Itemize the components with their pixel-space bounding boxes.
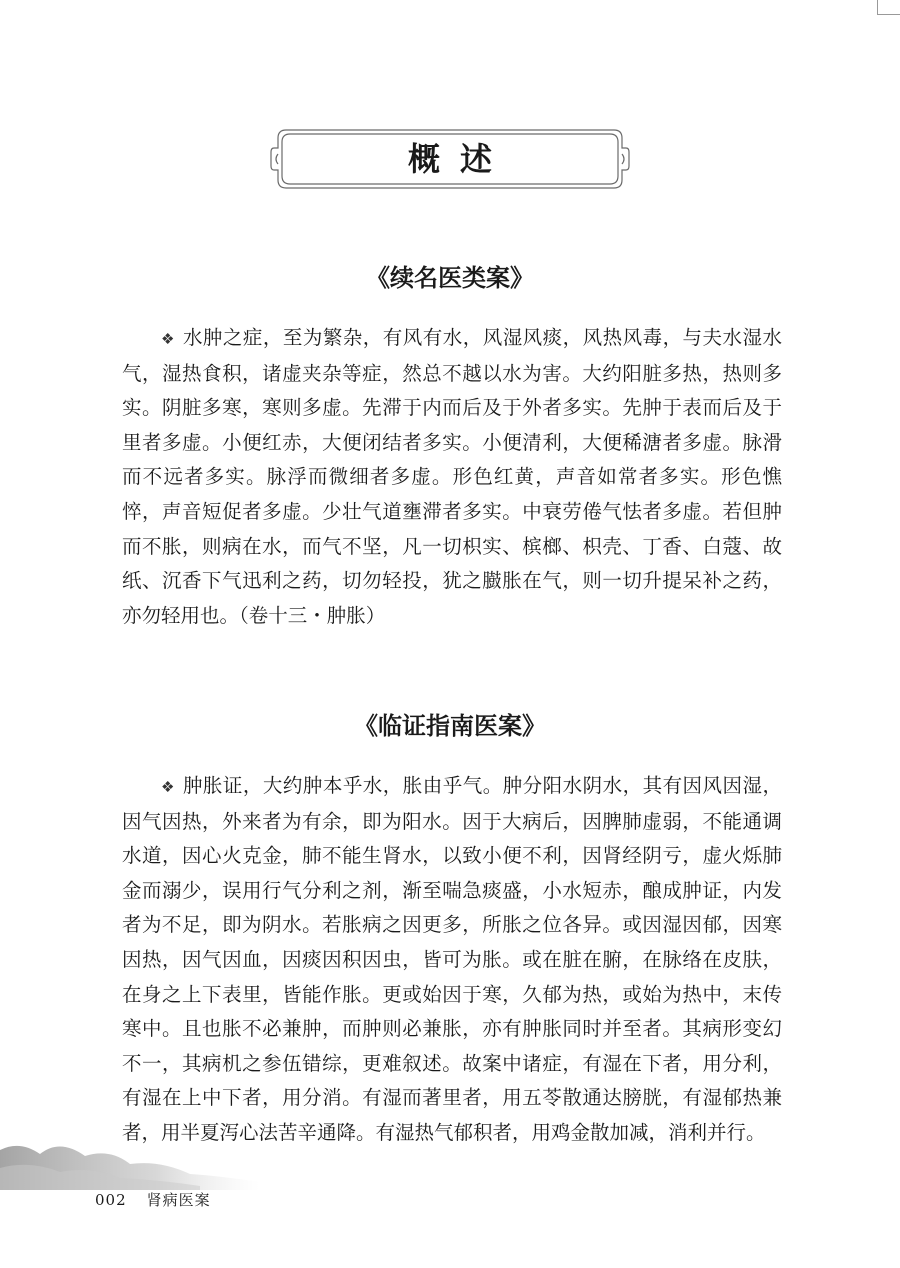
crop-mark xyxy=(877,0,900,15)
diamond-cluster-icon: ❖ xyxy=(161,778,175,796)
book-title: 肾病医案 xyxy=(146,1191,211,1209)
page-footer xyxy=(95,1189,211,1210)
section-title-1: 《续名医类案》 xyxy=(366,263,534,292)
section-title-2: 《临证指南医案》 xyxy=(354,711,546,740)
title-frame xyxy=(270,128,630,190)
mountain-ink-decoration xyxy=(0,1120,260,1190)
paragraph-1 xyxy=(122,321,782,633)
paragraph-1-text: 水肿之症，至为繁杂，有风有水，风湿风痰，风热风毒，与夫水湿水气，湿热食积，诸虚夹杂等症，然总不越以水为害。大约阳脏多热，热则多实。阴脏多寒，寒则多虚。先滞于内而后及于外者多实。先肿于表而后及于里者多虚。小便红赤，大便闭结者多实。小便清利，大便稀溏者多虚。脉滑而不远者多实。脉浮而微细者多虚。形色红黄，声音如常者多实。形色憔悴，声音短促者多虚。少壮气道壅滞者多实。中衰劳倦气怯者多虚。若但肿而不胀，则病在水，而气不坚，凡一切枳实、槟榔、枳壳、丁香、白蔻、故纸、沉香下气迅利之药，切勿轻投，犹之臌胀在气，则一切升提呆补之药，亦勿轻用也。（卷十三・肿胀） xyxy=(122,326,782,627)
page-title: 概述 xyxy=(407,140,512,178)
paragraph-2 xyxy=(122,769,782,1151)
diamond-cluster-icon: ❖ xyxy=(161,330,175,348)
paragraph-2-text: 肿胀证，大约肿本乎水，胀由乎气。肿分阳水阴水，其有因风因湿，因气因热，外来者为有余，即为阳水。因于大病后，因脾肺虚弱，不能通调水道，因心火克金，肺不能生肾水，以致小便不利，因肾经阴亏，虚火烁肺金而溺少，误用行气分利之剂，渐至喘急痰盛，小水短赤，酿成肿证，内发者为不足，即为阴水。若胀病之因更多，所胀之位各异。或因湿因郁，因寒因热，因气因血，因痰因积因虫，皆可为胀。或在脏在腑，在脉络在皮肤，在身之上下表里，皆能作胀。更或始因于寒，久郁为热，或始为热中，末传寒中。且也胀不必兼肿，而肿则必兼胀，亦有肿胀同时并至者。其病形变幻不一，其病机之参伍错综，更难叙述。故案中诸症，有湿在下者，用分利，有湿在上中下者，用分消。有湿而著里者，用五苓散通达膀胱，有湿郁热兼者，用半夏泻心法苦辛通降。有湿热气郁积者，用鸡金散加减，消利并行。 xyxy=(122,774,782,1144)
page-number: 002 xyxy=(95,1191,127,1209)
